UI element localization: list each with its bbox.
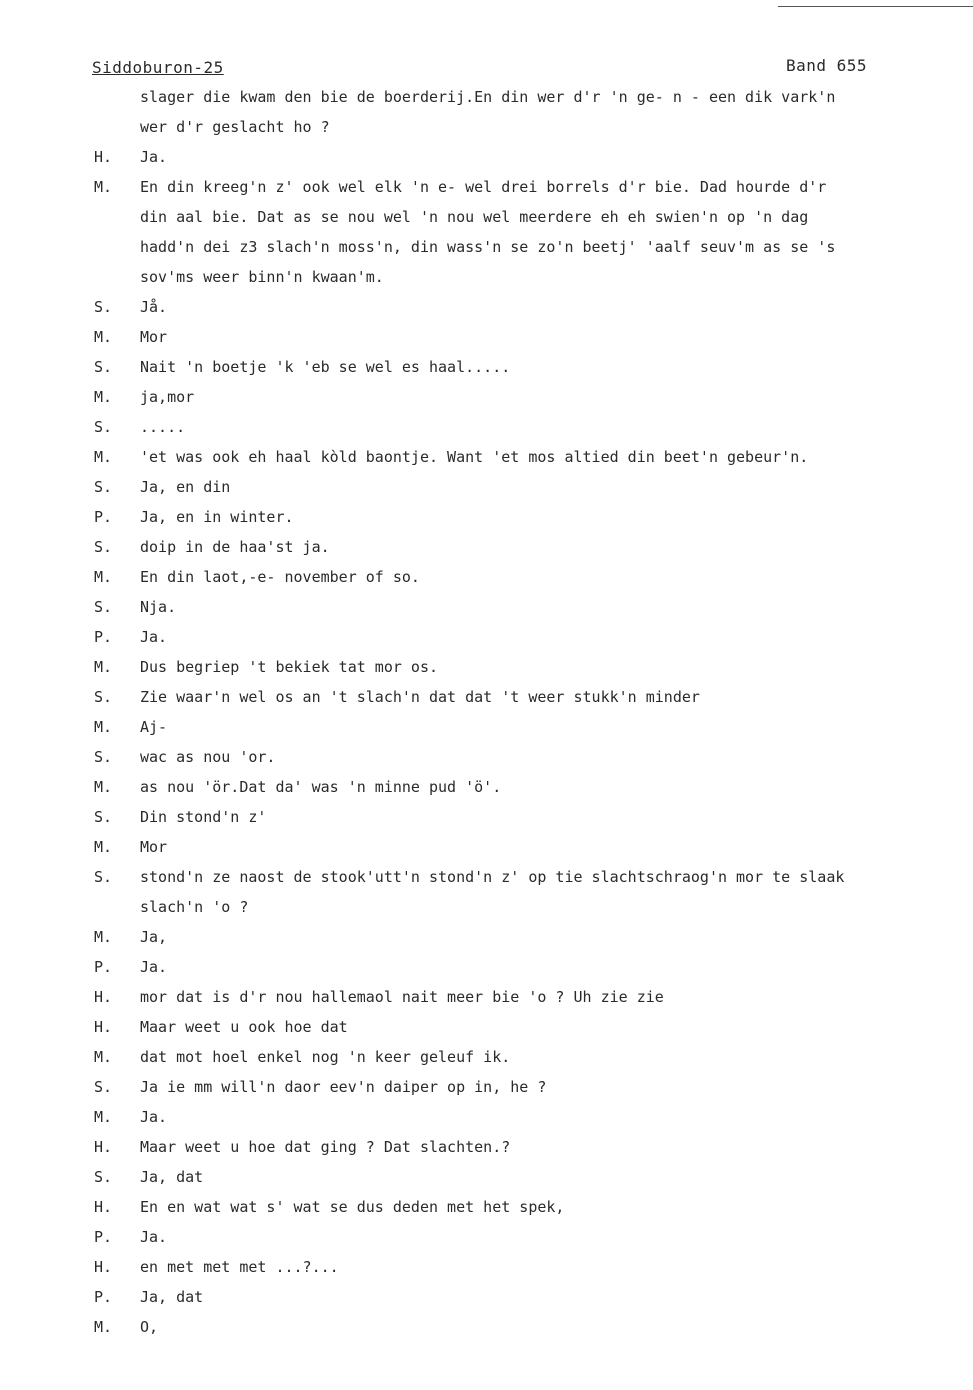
utterance-text: Ja. — [140, 1228, 168, 1246]
document-header-left: Siddoburon-25 — [92, 58, 224, 77]
utterance-text: En en wat wat s' wat se dus deden met het spek, — [140, 1198, 565, 1216]
speaker-label: S. — [94, 418, 113, 436]
utterance-text: Ja ie mm will'n daor eev'n daiper op in, he ? — [140, 1078, 547, 1096]
transcript-line — [0, 1012, 973, 1042]
transcript-line — [0, 532, 973, 562]
transcript — [0, 82, 973, 1342]
transcript-line — [0, 1102, 973, 1132]
utterance-text: en met met met ...?... — [140, 1258, 339, 1276]
utterance-text: as nou 'ör.Dat da' was 'n minne pud 'ö'. — [140, 778, 502, 796]
speaker-label: M. — [94, 178, 113, 196]
speaker-label: H. — [94, 1258, 113, 1276]
transcript-line — [0, 682, 973, 712]
speaker-label: M. — [94, 448, 113, 466]
transcript-line — [0, 832, 973, 862]
speaker-label: P. — [94, 958, 113, 976]
utterance-text: wac as nou 'or. — [140, 748, 276, 766]
speaker-label: H. — [94, 1018, 113, 1036]
transcript-line — [0, 352, 973, 382]
transcript-line — [0, 442, 973, 472]
transcript-line — [0, 1222, 973, 1252]
utterance-text: doip in de haa'st ja. — [140, 538, 330, 556]
transcript-line — [0, 1042, 973, 1072]
speaker-label: S. — [94, 748, 113, 766]
transcript-line — [0, 772, 973, 802]
transcript-line — [0, 472, 973, 502]
transcript-line — [0, 742, 973, 772]
utterance-text: hadd'n dei z3 slach'n moss'n, din wass'n se zo'n beetj' 'aalf seuv'm as se 's — [140, 238, 836, 256]
speaker-label: M. — [94, 658, 113, 676]
transcript-line — [0, 1072, 973, 1102]
utterance-text: mor dat is d'r nou hallemaol nait meer bie 'o ? Uh zie zie — [140, 988, 664, 1006]
transcript-line — [0, 262, 973, 292]
utterance-text: sov'ms weer binn'n kwaan'm. — [140, 268, 384, 286]
utterance-text: Ja, dat — [140, 1168, 204, 1186]
speaker-label: M. — [94, 388, 113, 406]
top-rule — [778, 6, 973, 7]
utterance-text: Ja, en din — [140, 478, 231, 496]
speaker-label: M. — [94, 1108, 113, 1126]
utterance-text: din aal bie. Dat as se nou wel 'n nou wel meerdere eh eh swien'n op 'n dag — [140, 208, 809, 226]
utterance-text: wer d'r geslacht ho ? — [140, 118, 330, 136]
transcript-line — [0, 202, 973, 232]
transcript-line — [0, 82, 973, 112]
transcript-line — [0, 172, 973, 202]
speaker-label: S. — [94, 688, 113, 706]
transcript-line — [0, 622, 973, 652]
speaker-label: S. — [94, 478, 113, 496]
transcript-line — [0, 892, 973, 922]
utterance-text: stond'n ze naost de stook'utt'n stond'n z' op tie slachtschraog'n mor te slaak — [140, 868, 845, 886]
utterance-text: slach'n 'o ? — [140, 898, 249, 916]
transcript-line — [0, 322, 973, 352]
speaker-label: M. — [94, 718, 113, 736]
speaker-label: S. — [94, 298, 113, 316]
speaker-label: S. — [94, 1168, 113, 1186]
utterance-text: Maar weet u hoe dat ging ? Dat slachten.? — [140, 1138, 511, 1156]
transcript-line — [0, 862, 973, 892]
utterance-text: Ja. — [140, 958, 168, 976]
speaker-label: M. — [94, 568, 113, 586]
speaker-label: H. — [94, 1198, 113, 1216]
utterance-text: Ja, — [140, 928, 168, 946]
transcript-line — [0, 1162, 973, 1192]
utterance-text: Maar weet u ook hoe dat — [140, 1018, 348, 1036]
speaker-label: P. — [94, 628, 113, 646]
utterance-text: En din laot,-e- november of so. — [140, 568, 420, 586]
utterance-text: Din stond'n z' — [140, 808, 267, 826]
utterance-text: Jå. — [140, 298, 168, 316]
document-header-right: Band 655 — [786, 56, 868, 75]
transcript-line — [0, 712, 973, 742]
utterance-text: slager die kwam den bie de boerderij.En din wer d'r 'n ge- n - een dik vark'n — [140, 88, 836, 106]
transcript-line — [0, 652, 973, 682]
utterance-text: Dus begriep 't bekiek tat mor os. — [140, 658, 439, 676]
utterance-text: Ja. — [140, 148, 168, 166]
transcript-line — [0, 982, 973, 1012]
transcript-line — [0, 802, 973, 832]
speaker-label: P. — [94, 1228, 113, 1246]
speaker-label: M. — [94, 928, 113, 946]
utterance-text: Zie waar'n wel os an 't slach'n dat dat 't weer stukk'n minder — [140, 688, 700, 706]
speaker-label: P. — [94, 508, 113, 526]
transcript-line — [0, 952, 973, 982]
utterance-text: dat mot hoel enkel nog 'n keer geleuf ik. — [140, 1048, 511, 1066]
speaker-label: S. — [94, 808, 113, 826]
utterance-text: Nja. — [140, 598, 177, 616]
utterance-text: Nait 'n boetje 'k 'eb se wel es haal..... — [140, 358, 511, 376]
speaker-label: S. — [94, 868, 113, 886]
transcript-line — [0, 1252, 973, 1282]
speaker-label: S. — [94, 358, 113, 376]
speaker-label: H. — [94, 148, 113, 166]
utterance-text: ..... — [140, 418, 186, 436]
transcript-line — [0, 382, 973, 412]
speaker-label: S. — [94, 598, 113, 616]
transcript-line — [0, 592, 973, 622]
utterance-text: ja,mor — [140, 388, 195, 406]
transcript-line — [0, 1192, 973, 1222]
transcript-line — [0, 1282, 973, 1312]
transcript-line — [0, 412, 973, 442]
transcript-line — [0, 1312, 973, 1342]
speaker-label: M. — [94, 328, 113, 346]
transcript-line — [0, 1132, 973, 1162]
transcript-line — [0, 142, 973, 172]
speaker-label: H. — [94, 988, 113, 1006]
speaker-label: H. — [94, 1138, 113, 1156]
transcript-line — [0, 112, 973, 142]
transcript-line — [0, 292, 973, 322]
speaker-label: S. — [94, 1078, 113, 1096]
speaker-label: P. — [94, 1288, 113, 1306]
transcript-line — [0, 922, 973, 952]
transcript-line — [0, 502, 973, 532]
utterance-text: Ja. — [140, 1108, 168, 1126]
speaker-label: M. — [94, 778, 113, 796]
utterance-text: Ja, dat — [140, 1288, 204, 1306]
transcript-line — [0, 232, 973, 262]
utterance-text: Ja. — [140, 628, 168, 646]
utterance-text: Aj- — [140, 718, 168, 736]
speaker-label: M. — [94, 1048, 113, 1066]
utterance-text: Mor — [140, 328, 168, 346]
speaker-label: S. — [94, 538, 113, 556]
utterance-text: O, — [140, 1318, 159, 1336]
utterance-text: Mor — [140, 838, 168, 856]
utterance-text: 'et was ook eh haal kòld baontje. Want 'et mos altied din beet'n gebeur'n. — [140, 448, 809, 466]
transcript-line — [0, 562, 973, 592]
utterance-text: Ja, en in winter. — [140, 508, 294, 526]
speaker-label: M. — [94, 1318, 113, 1336]
speaker-label: M. — [94, 838, 113, 856]
utterance-text: En din kreeg'n z' ook wel elk 'n e- wel drei borrels d'r bie. Dad hourde d'r — [140, 178, 827, 196]
